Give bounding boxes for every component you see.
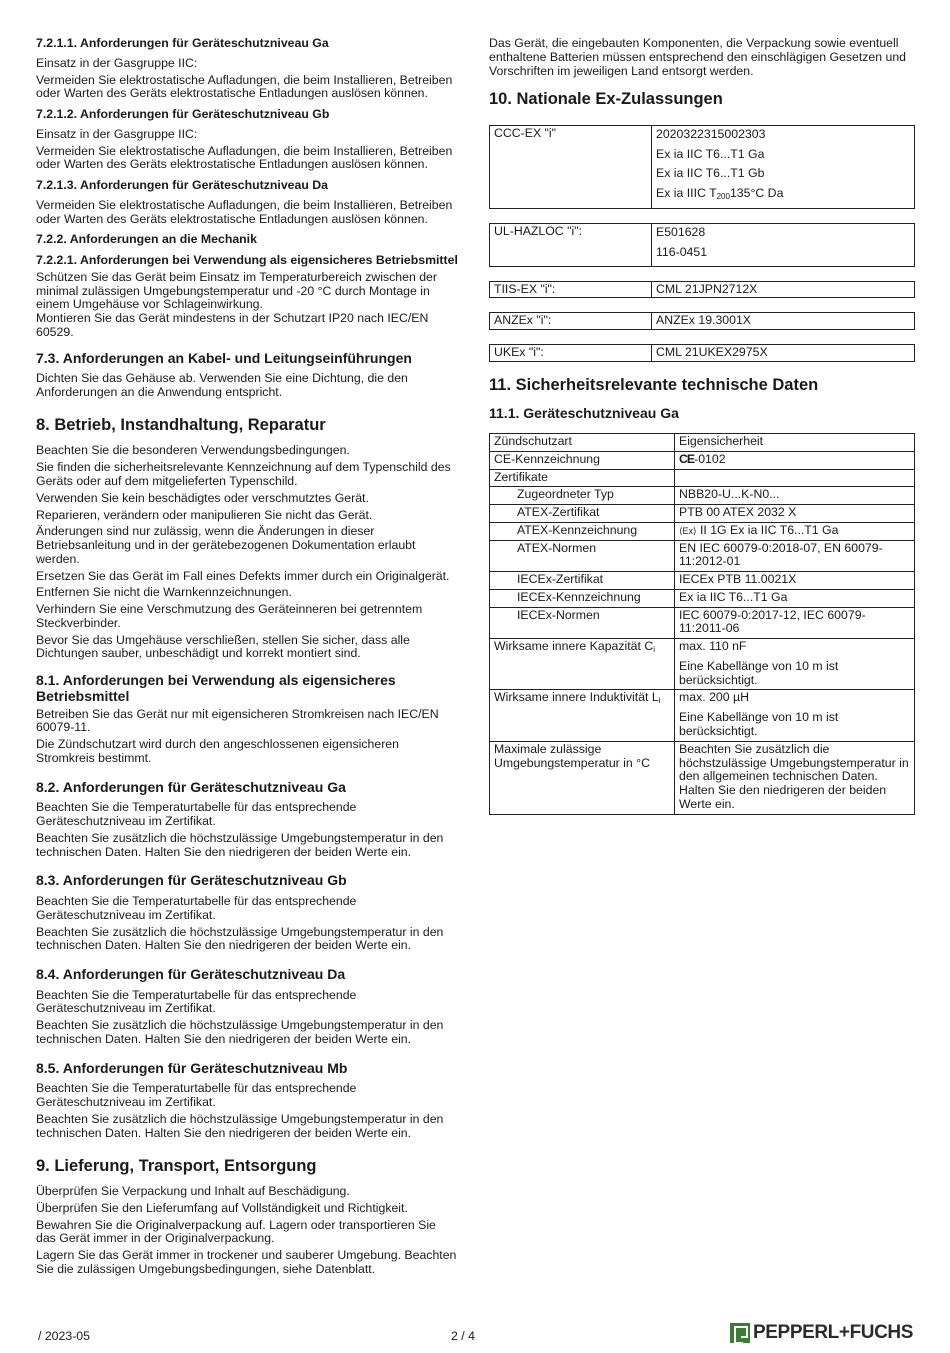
paragraph: Beachten Sie zusätzlich die höchstzulässige Umgebungstemperatur in den technischen Daten. Halten Sie den niedrigeren der beiden Werte ein. <box>36 1111 444 1140</box>
table-row <box>490 607 915 639</box>
section-heading: 7.2.1.2. Anforderungen für Geräteschutzniveau Gb <box>36 107 330 122</box>
paragraph: Beachten Sie die Temperaturtabelle für das entsprechende Geräteschutzniveau im Zertifikat. <box>36 987 357 1016</box>
table-cell-value: max. 110 nF Eine Kabellänge von 10 m ist berücksichtigt. <box>675 639 915 690</box>
cert-value: Ex ia IIC T6...T1 Gb <box>656 166 765 181</box>
section-7-2-1-1 <box>36 37 458 101</box>
table-cell-label: IECEx-Zertifikat <box>490 572 675 590</box>
table-cell-value: IECEx PTB 11.0021X <box>675 572 915 590</box>
table-row <box>490 540 915 572</box>
table-row <box>490 741 915 814</box>
paragraph: Vermeiden Sie elektrostatische Aufladungen, die beim Installieren, Betreiben oder Warten des Geräts elektrostatische Entladungen auslösen können. <box>36 72 453 101</box>
section-8-2 <box>36 780 458 860</box>
table-cell-value <box>675 469 915 487</box>
table-cell-value: Beachten Sie zusätzlich die höchstzulässige Umgebungstemperatur in den allgemeinen technischen Daten. Halten Sie den niedrigeren der beiden Werte ein. <box>675 741 915 814</box>
cert-label: ANZEx "i": <box>490 313 652 330</box>
paragraph: Beachten Sie zusätzlich die höchstzulässige Umgebungstemperatur in den technischen Daten. Halten Sie den niedrigeren der beiden Werte ein. <box>36 924 444 953</box>
section-heading: 8. Betrieb, Instandhaltung, Reparatur <box>36 415 326 434</box>
cert-label: CCC-EX "i" <box>490 125 652 208</box>
cert-value: ANZEx 19.3001X <box>652 313 915 330</box>
section-heading: 11. Sicherheitsrelevante technische Daten <box>489 375 819 394</box>
cert-table-ul <box>489 223 915 267</box>
table-cell-label: Zugeordneter Typ <box>490 487 675 505</box>
disposal-paragraph: Das Gerät, die eingebauten Komponenten, die Verpackung sowie eventuell enthaltene Batterien müssen entsprechend den einschlägigen Gesetzen und Vorschriften im jeweiligen Land entsorgt werden. <box>489 36 907 78</box>
pepperl-fuchs-logo-icon <box>730 1323 750 1343</box>
paragraph: Montieren Sie das Gerät mindestens in der Schutzart IP20 nach IEC/EN 60529. <box>36 311 429 340</box>
section-8-1 <box>36 673 458 765</box>
table-cell-value: CE-0102 <box>675 451 915 469</box>
cert-label: UKEx "i": <box>490 345 652 362</box>
section-8-5 <box>36 1061 458 1141</box>
paragraph: Beachten Sie die Temperaturtabelle für das entsprechende Geräteschutzniveau im Zertifikat. <box>36 1081 357 1110</box>
section-heading: 7.2.2.1. Anforderungen bei Verwendung als eigensicheres Betriebsmittel <box>36 253 458 268</box>
table-row <box>490 572 915 590</box>
section-heading: 7.2.2. Anforderungen an die Mechanik <box>36 232 257 247</box>
table-cell-label: Wirksame innere Induktivität $L_i$ <box>490 690 675 741</box>
table-cell-label: Zertifikate <box>490 469 675 487</box>
section-heading: 8.4. Anforderungen für Geräteschutzniveau Da <box>36 966 346 983</box>
paragraph: Reparieren, verändern oder manipulieren Sie nicht das Gerät. <box>36 507 373 522</box>
section-heading: 8.1. Anforderungen bei Verwendung als eigensicheres Betriebsmittel <box>36 672 396 704</box>
cert-value: 2020322315002303 <box>656 126 766 141</box>
table-row <box>490 639 915 690</box>
table-cell-value: max. 200 µH Eine Kabellänge von 10 m ist berücksichtigt. <box>675 690 915 741</box>
table-cell-label: Wirksame innere Kapazität $C_i$ <box>490 639 675 690</box>
section-7-3 <box>36 351 458 400</box>
table-row <box>490 469 915 487</box>
table-row <box>490 451 915 469</box>
paragraph: Bewahren Sie die Originalverpackung auf. Lagern oder transportieren Sie das Gerät immer in der Originalverpackung. <box>36 1217 436 1246</box>
paragraph: Entfernen Sie nicht die Warnkennzeichnungen. <box>36 585 292 600</box>
section-heading: 8.2. Anforderungen für Geräteschutzniveau Ga <box>36 778 346 795</box>
paragraph: Dichten Sie das Gehäuse ab. Verwenden Sie eine Dichtung, die den Anforderungen an die Anwendung entspricht. <box>36 371 408 400</box>
table-row <box>490 522 915 540</box>
paragraph: Überprüfen Sie den Lieferumfang auf Vollständigkeit und Richtigkeit. <box>36 1200 408 1215</box>
left-column <box>36 37 458 1284</box>
paragraph: Beachten Sie zusätzlich die höchstzulässige Umgebungstemperatur in den technischen Daten. Halten Sie den niedrigeren der beiden Werte ein. <box>36 1018 444 1047</box>
paragraph: Die Zündschutzart wird durch den angeschlossenen eigensicheren Stromkreis bestimmt. <box>36 737 399 765</box>
safety-data-table <box>489 433 915 815</box>
table-row <box>490 589 915 607</box>
cert-table-tiis <box>489 281 915 299</box>
cert-values <box>652 224 915 267</box>
paragraph: Sie finden die sicherheitsrelevante Kennzeichnung auf dem Typenschild des Geräts oder auf dem mitgelieferten Typenschild. <box>36 460 451 488</box>
table-cell-label: IECEx-Normen <box>490 607 675 639</box>
paragraph: Beachten Sie die besonderen Verwendungsbedingungen. <box>36 443 350 458</box>
paragraph: Einsatz in der Gasgruppe IIC: <box>36 55 198 70</box>
table-cell-value: IEC 60079-0:2017-12, IEC 60079-11:2011-06 <box>675 607 915 639</box>
table-cell-label: ATEX-Kennzeichnung <box>490 522 675 540</box>
table-cell-label: IECEx-Kennzeichnung <box>490 589 675 607</box>
paragraph: Beachten Sie die Temperaturtabelle für das entsprechende Geräteschutzniveau im Zertifikat. <box>36 800 357 829</box>
section-heading: 7.2.1.3. Anforderungen für Geräteschutzniveau Da <box>36 178 329 193</box>
brand-name: PEPPERL+FUCHS <box>753 1322 914 1343</box>
paragraph: Beachten Sie zusätzlich die höchstzulässige Umgebungstemperatur in den technischen Daten. Halten Sie den niedrigeren der beiden Werte ein. <box>36 830 444 859</box>
cert-value: 116-0451 <box>656 244 708 259</box>
table-cell-value: Ex ia IIC T6...T1 Ga <box>675 589 915 607</box>
section-heading: 8.3. Anforderungen für Geräteschutzniveau Gb <box>36 872 347 889</box>
table-cell-label: CE-Kennzeichnung <box>490 451 675 469</box>
paragraph: Verwenden Sie kein beschädigtes oder verschmutztes Gerät. <box>36 490 369 505</box>
table-row <box>490 433 915 451</box>
cert-value: CML 21UKEX2975X <box>652 345 915 362</box>
section-heading: 11.1. Geräteschutzniveau Ga <box>489 405 679 422</box>
cert-table-ccc <box>489 125 915 209</box>
section-8-3 <box>36 873 458 953</box>
cert-table-anzex <box>489 312 915 330</box>
page-number: 2 / 4 <box>451 1329 475 1343</box>
paragraph: Einsatz in der Gasgruppe IIC: <box>36 126 198 141</box>
paragraph: Betreiben Sie das Gerät nur mit eigensicheren Stromkreisen nach IEC/EN 60079-11. <box>36 706 439 735</box>
table-row <box>490 505 915 523</box>
brand-logo <box>730 1322 913 1343</box>
paragraph: Schützen Sie das Gerät beim Einsatz im Temperaturbereich zwischen der minimal zulässigen Umgebungstemperatur und -20 °C durch Montage in einem Umgehäuse vor Schlageinwirkung. <box>36 269 437 312</box>
cert-label: TIIS-EX "i": <box>490 281 652 298</box>
paragraph: Bevor Sie das Umgehäuse verschließen, stellen Sie sicher, dass alle Dichtungen sauber, unbeschädigt und korrekt montiert sind. <box>36 632 410 661</box>
cert-value: Ex ia IIC T6...T1 Ga <box>656 146 765 161</box>
cert-label: UL-HAZLOC "i": <box>490 224 652 267</box>
table-row <box>490 690 915 741</box>
section-heading: 8.5. Anforderungen für Geräteschutzniveau Mb <box>36 1059 348 1076</box>
section-heading: 7.3. Anforderungen an Kabel- und Leitungseinführungen <box>36 349 412 366</box>
table-cell-value: NBB20-U...K-N0... <box>675 487 915 505</box>
table-cell-label: Zündschutzart <box>490 433 675 451</box>
table-cell-label: ATEX-Zertifikat <box>490 505 675 523</box>
table-cell-label: Maximale zulässige Umgebungstemperatur in °C <box>490 741 675 814</box>
table-cell-value: EN IEC 60079-0:2018-07, EN 60079-11:2012-01 <box>675 540 915 572</box>
paragraph: Verhindern Sie eine Verschmutzung des Geräteinneren bei getrenntem Steckverbinder. <box>36 602 423 630</box>
ce-mark-icon: CE <box>679 451 695 466</box>
paragraph: Vermeiden Sie elektrostatische Aufladungen, die beim Installieren, Betreiben oder Warten des Geräts elektrostatische Entladungen auslösen können. <box>36 143 453 172</box>
cert-value: CML 21JPN2712X <box>652 281 915 298</box>
table-cell-value: Eigensicherheit <box>675 433 915 451</box>
ex-hexagon-icon: ⟨Ex⟩ <box>679 525 697 536</box>
section-heading: 7.2.1.1. Anforderungen für Geräteschutzniveau Ga <box>36 36 329 50</box>
cert-table-ukex <box>489 344 915 362</box>
table-cell-value: ⟨Ex⟩ II 1G Ex ia IIC T6...T1 Ga <box>675 522 915 540</box>
cert-values <box>652 125 915 208</box>
section-9 <box>36 1157 458 1277</box>
section-8-4 <box>36 967 458 1047</box>
paragraph: Überprüfen Sie Verpackung und Inhalt auf Beschädigung. <box>36 1183 350 1198</box>
paragraph: Beachten Sie die Temperaturtabelle für das entsprechende Geräteschutzniveau im Zertifikat. <box>36 893 357 922</box>
section-7-2-1-3 <box>36 179 458 226</box>
section-heading: 9. Lieferung, Transport, Entsorgung <box>36 1156 317 1175</box>
section-heading: 10. Nationale Ex-Zulassungen <box>489 90 723 109</box>
section-7-2-2 <box>36 233 458 247</box>
footer-date: / 2023-05 <box>38 1329 90 1343</box>
paragraph: Ersetzen Sie das Gerät im Fall eines Defekts immer durch ein Originalgerät. <box>36 568 450 583</box>
section-7-2-2-1 <box>36 254 458 340</box>
right-column <box>489 37 915 815</box>
section-8 <box>36 416 458 661</box>
table-row <box>490 487 915 505</box>
table-cell-label: ATEX-Normen <box>490 540 675 572</box>
cert-value: Ex ia IIIC $T_{200}135^\circ C$ Da <box>656 186 784 202</box>
section-7-2-1-2 <box>36 108 458 172</box>
paragraph: Vermeiden Sie elektrostatische Aufladungen, die beim Installieren, Betreiben oder Warten des Geräts elektrostatische Entladungen auslösen können. <box>36 197 453 226</box>
paragraph: Änderungen sind nur zulässig, wenn die Änderungen in dieser Betriebsanleitung und in der gerätebezogenen Dokumentation erlaubt werden. <box>36 524 416 566</box>
cert-value: E501628 <box>656 225 706 240</box>
paragraph: Lagern Sie das Gerät immer in trockener und sauberer Umgebung. Beachten Sie die zulässigen Umgebungsbedingungen, siehe Datenblatt. <box>36 1248 457 1276</box>
table-cell-value: PTB 00 ATEX 2032 X <box>675 505 915 523</box>
